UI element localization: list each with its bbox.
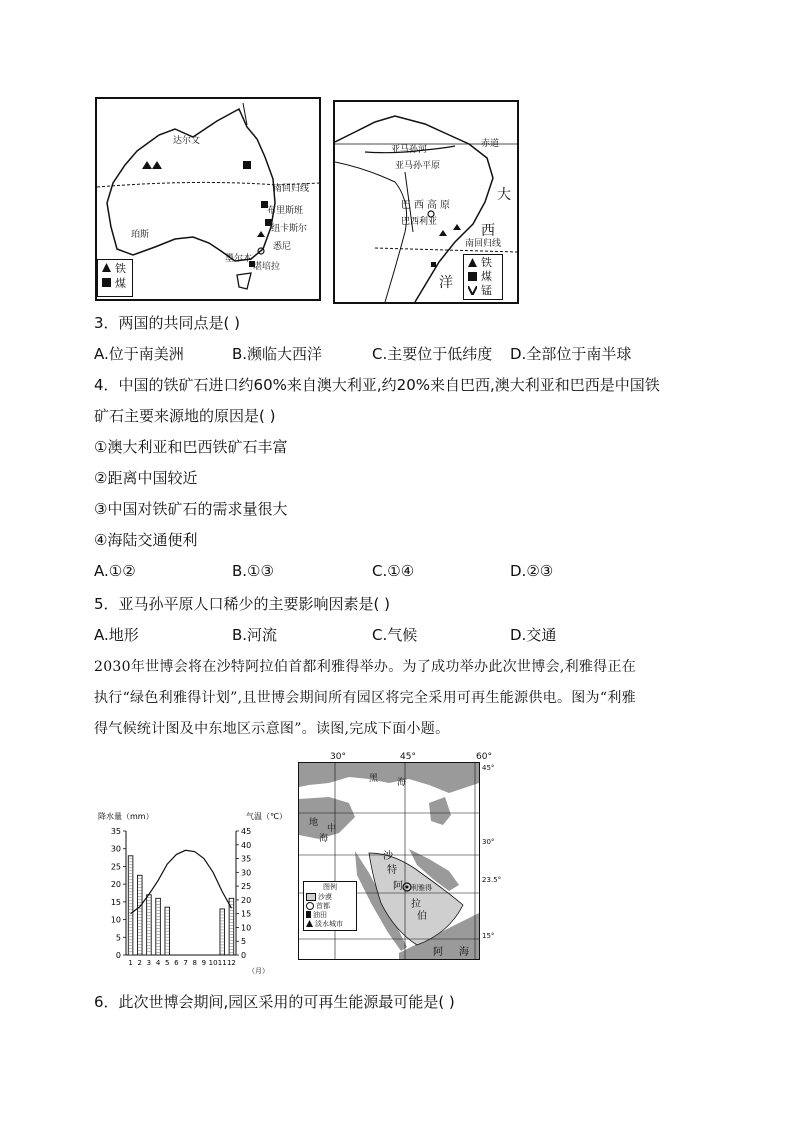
y-left-tick-label: 5: [115, 933, 121, 943]
y-left-tick-label: 30: [110, 844, 121, 854]
legend-row: [98, 275, 132, 290]
y-right-tick-label: 30: [241, 868, 252, 878]
coal-marker: [243, 161, 251, 169]
y-right-tick-label: 40: [241, 840, 252, 850]
question-6-stem: 6．此次世博会期间,园区采用的可再生能源最可能是( ): [94, 993, 455, 1011]
middle-east-frame: [298, 762, 480, 960]
latitude-label: 23.5°: [482, 876, 502, 884]
y-left-tick-label: 20: [110, 880, 121, 890]
capital-icon: [306, 902, 314, 910]
place-label: 纽卡斯尔: [271, 224, 308, 234]
longitude-label: 30°: [330, 752, 346, 762]
legend-label: 煤: [115, 276, 126, 290]
place-label: 墨尔本: [225, 254, 253, 264]
place-label: 悉尼: [273, 242, 292, 252]
desert-swatch-icon: [306, 893, 316, 901]
place-label: 亚马孙河: [391, 145, 428, 155]
legend-label: 煤: [481, 270, 492, 283]
place-label: 布里斯班: [267, 206, 304, 216]
legend-title: 图例: [323, 883, 337, 891]
legend-row: [464, 283, 502, 297]
x-unit-label: （月）: [248, 967, 269, 975]
coal-marker: [431, 262, 436, 267]
place-label: 巴西高原: [401, 200, 453, 211]
capital-marker-center: [406, 886, 409, 889]
map-place: 地: [309, 818, 319, 828]
y-left-label: 降水量（mm）: [98, 812, 154, 821]
legend-row: [304, 892, 356, 901]
legend-label: 铁: [481, 256, 492, 269]
q4-option-b[interactable]: B.①③: [232, 562, 274, 580]
q4-statement: ③中国对铁矿石的需求量很大: [94, 500, 288, 518]
freshwater-city-icon: [306, 920, 313, 927]
brazil-map: [333, 100, 519, 304]
q4-statement: ④海陆交通便利: [94, 531, 198, 549]
place-label: 赤道: [481, 139, 500, 149]
middle-east-legend: [303, 881, 357, 931]
y-right-tick-label: 0: [241, 951, 247, 960]
iron-icon: [468, 258, 477, 267]
question-3-stem: 3．两国的共同点是( ): [94, 314, 241, 332]
y-left-tick-label: 25: [110, 862, 121, 872]
x-tick-label: 12: [226, 959, 236, 967]
q5-option-b[interactable]: B.河流: [232, 626, 278, 644]
x-tick-label: 4: [155, 959, 161, 967]
y-left-tick-label: 0: [115, 951, 121, 960]
oilfield-icon: [306, 911, 311, 918]
ocean-label: 西: [481, 223, 495, 239]
map-place: 伯: [417, 911, 427, 922]
iron-marker: [142, 161, 152, 169]
x-tick-label: 6: [174, 959, 179, 967]
y-right-tick-label: 35: [241, 854, 252, 864]
place-label: 达尔文: [173, 136, 201, 146]
place-label: 亚马孙平原: [395, 161, 441, 171]
q4-statement: ①澳大利亚和巴西铁矿石丰富: [94, 438, 288, 456]
map-place: 黑: [369, 774, 379, 784]
y-right-tick-label: 25: [241, 882, 252, 892]
x-tick-label: 2: [137, 959, 142, 967]
legend-row: [304, 901, 356, 910]
q5-option-c[interactable]: C.气候: [372, 626, 418, 644]
map-place: 特: [387, 865, 397, 876]
place-label: 堪培拉: [253, 262, 281, 272]
map-place: 拉: [411, 899, 421, 910]
tasmania-outline: [237, 273, 251, 289]
latitude-label: 15°: [482, 932, 495, 940]
x-tick-label: 5: [165, 959, 170, 967]
legend-label: 油田: [313, 910, 327, 919]
iron-marker: [453, 224, 461, 230]
australia-legend: [97, 259, 133, 297]
y-right-tick-label: 15: [241, 909, 252, 919]
intro-line-2: 执行“绿色利雅得计划”,且世博会期间所有园区将完全采用可再生能源供电。图为“利雅: [94, 690, 636, 706]
question-5-stem: 5．亚马孙平原人口稀少的主要影响因素是( ): [94, 595, 391, 613]
longitude-label: 60°: [476, 752, 492, 762]
q5-option-d[interactable]: D.交通: [510, 626, 557, 644]
map-place: 沙: [383, 851, 393, 862]
y-right-tick-label: 5: [241, 937, 247, 947]
y-left-tick-label: 35: [110, 827, 121, 836]
q3-option-a[interactable]: A.位于南美洲: [94, 345, 184, 363]
question-4-stem: 4．中国的铁矿石进口约60%来自澳大利亚,约20%来自巴西,澳大利亚和巴西是中国铁: [94, 376, 660, 394]
intro-line-1: 2030年世博会将在沙特阿拉伯首都利雅得举办。为了成功举办此次世博会,利雅得正在: [94, 659, 637, 675]
iron-icon: [102, 263, 111, 272]
y-right-tick-label: 10: [241, 923, 252, 933]
riyadh-climate-chart: [96, 805, 286, 983]
iron-marker: [439, 230, 447, 236]
australia-map: [95, 97, 321, 301]
place-label: 珀斯: [131, 230, 150, 240]
y-right-tick-label: 45: [241, 827, 252, 836]
x-tick-label: 3: [146, 959, 152, 967]
x-tick-label: 7: [183, 959, 188, 967]
brazil-legend: [463, 254, 503, 300]
coal-icon: [102, 278, 111, 287]
legend-label: 铁: [115, 261, 126, 275]
middle-east-map: [296, 752, 504, 964]
map-place: 中: [327, 824, 337, 834]
manganese-icon: [468, 286, 477, 295]
y-right-label: 气温（℃）: [246, 812, 286, 821]
q4-option-c[interactable]: C.①④: [372, 562, 415, 580]
x-tick-label: 9: [201, 959, 207, 967]
longitude-label: 45°: [400, 752, 416, 762]
legend-row: [464, 255, 502, 269]
place-label: 南回归线: [465, 239, 502, 249]
x-tick-label: 10: [208, 959, 218, 967]
q4-option-d[interactable]: D.②③: [510, 562, 554, 580]
legend-row: [98, 260, 132, 275]
border-line: [335, 162, 407, 302]
climate-chart-svg: [96, 805, 286, 983]
legend-label: 首都: [316, 901, 330, 910]
q3-option-d[interactable]: D.全部位于南半球: [510, 345, 632, 363]
x-tick-label: 1: [128, 959, 133, 967]
q3-option-b[interactable]: B.濒临大西洋: [232, 345, 323, 363]
y-right-tick-label: 20: [241, 895, 252, 905]
coal-icon: [468, 272, 477, 281]
q4-statement: ②距离中国较近: [94, 469, 198, 487]
q4-option-a[interactable]: A.①②: [94, 562, 136, 580]
map-place: 海: [319, 834, 329, 844]
place-label: 巴西利亚: [401, 217, 438, 227]
map-place: 阿: [433, 947, 443, 958]
latitude-label: 45°: [482, 764, 495, 772]
legend-label: 锰: [481, 284, 492, 297]
temperature-line: [131, 850, 232, 913]
q5-option-a[interactable]: A.地形: [94, 626, 139, 644]
iron-marker: [257, 231, 265, 237]
intro-line-3: 得气候统计图及中东地区示意图”。读图,完成下面小题。: [94, 721, 450, 737]
latitude-label: 30°: [482, 838, 495, 846]
x-tick-label: 8: [192, 959, 197, 967]
y-left-tick-label: 10: [110, 915, 121, 925]
legend-label: 沙漠: [318, 892, 332, 901]
y-left-tick-label: 15: [110, 897, 121, 907]
q3-option-c[interactable]: C.主要位于低纬度: [372, 345, 493, 363]
legend-label: 淡水城市: [315, 919, 343, 928]
map-place: 海: [397, 778, 407, 788]
map-place: 海: [459, 947, 469, 958]
ocean-label: 洋: [439, 275, 453, 291]
legend-row: [304, 919, 356, 928]
iron-marker: [152, 161, 162, 169]
place-label: 南回归线: [273, 184, 310, 194]
map-place: 阿: [393, 881, 403, 892]
legend-row: [464, 269, 502, 283]
map-place: 利雅得: [411, 884, 432, 892]
x-tick-label: 11: [217, 959, 227, 967]
ocean-label: 大: [497, 187, 511, 203]
question-4-stem-cont: 矿石主要来源地的原因是( ): [94, 407, 276, 425]
